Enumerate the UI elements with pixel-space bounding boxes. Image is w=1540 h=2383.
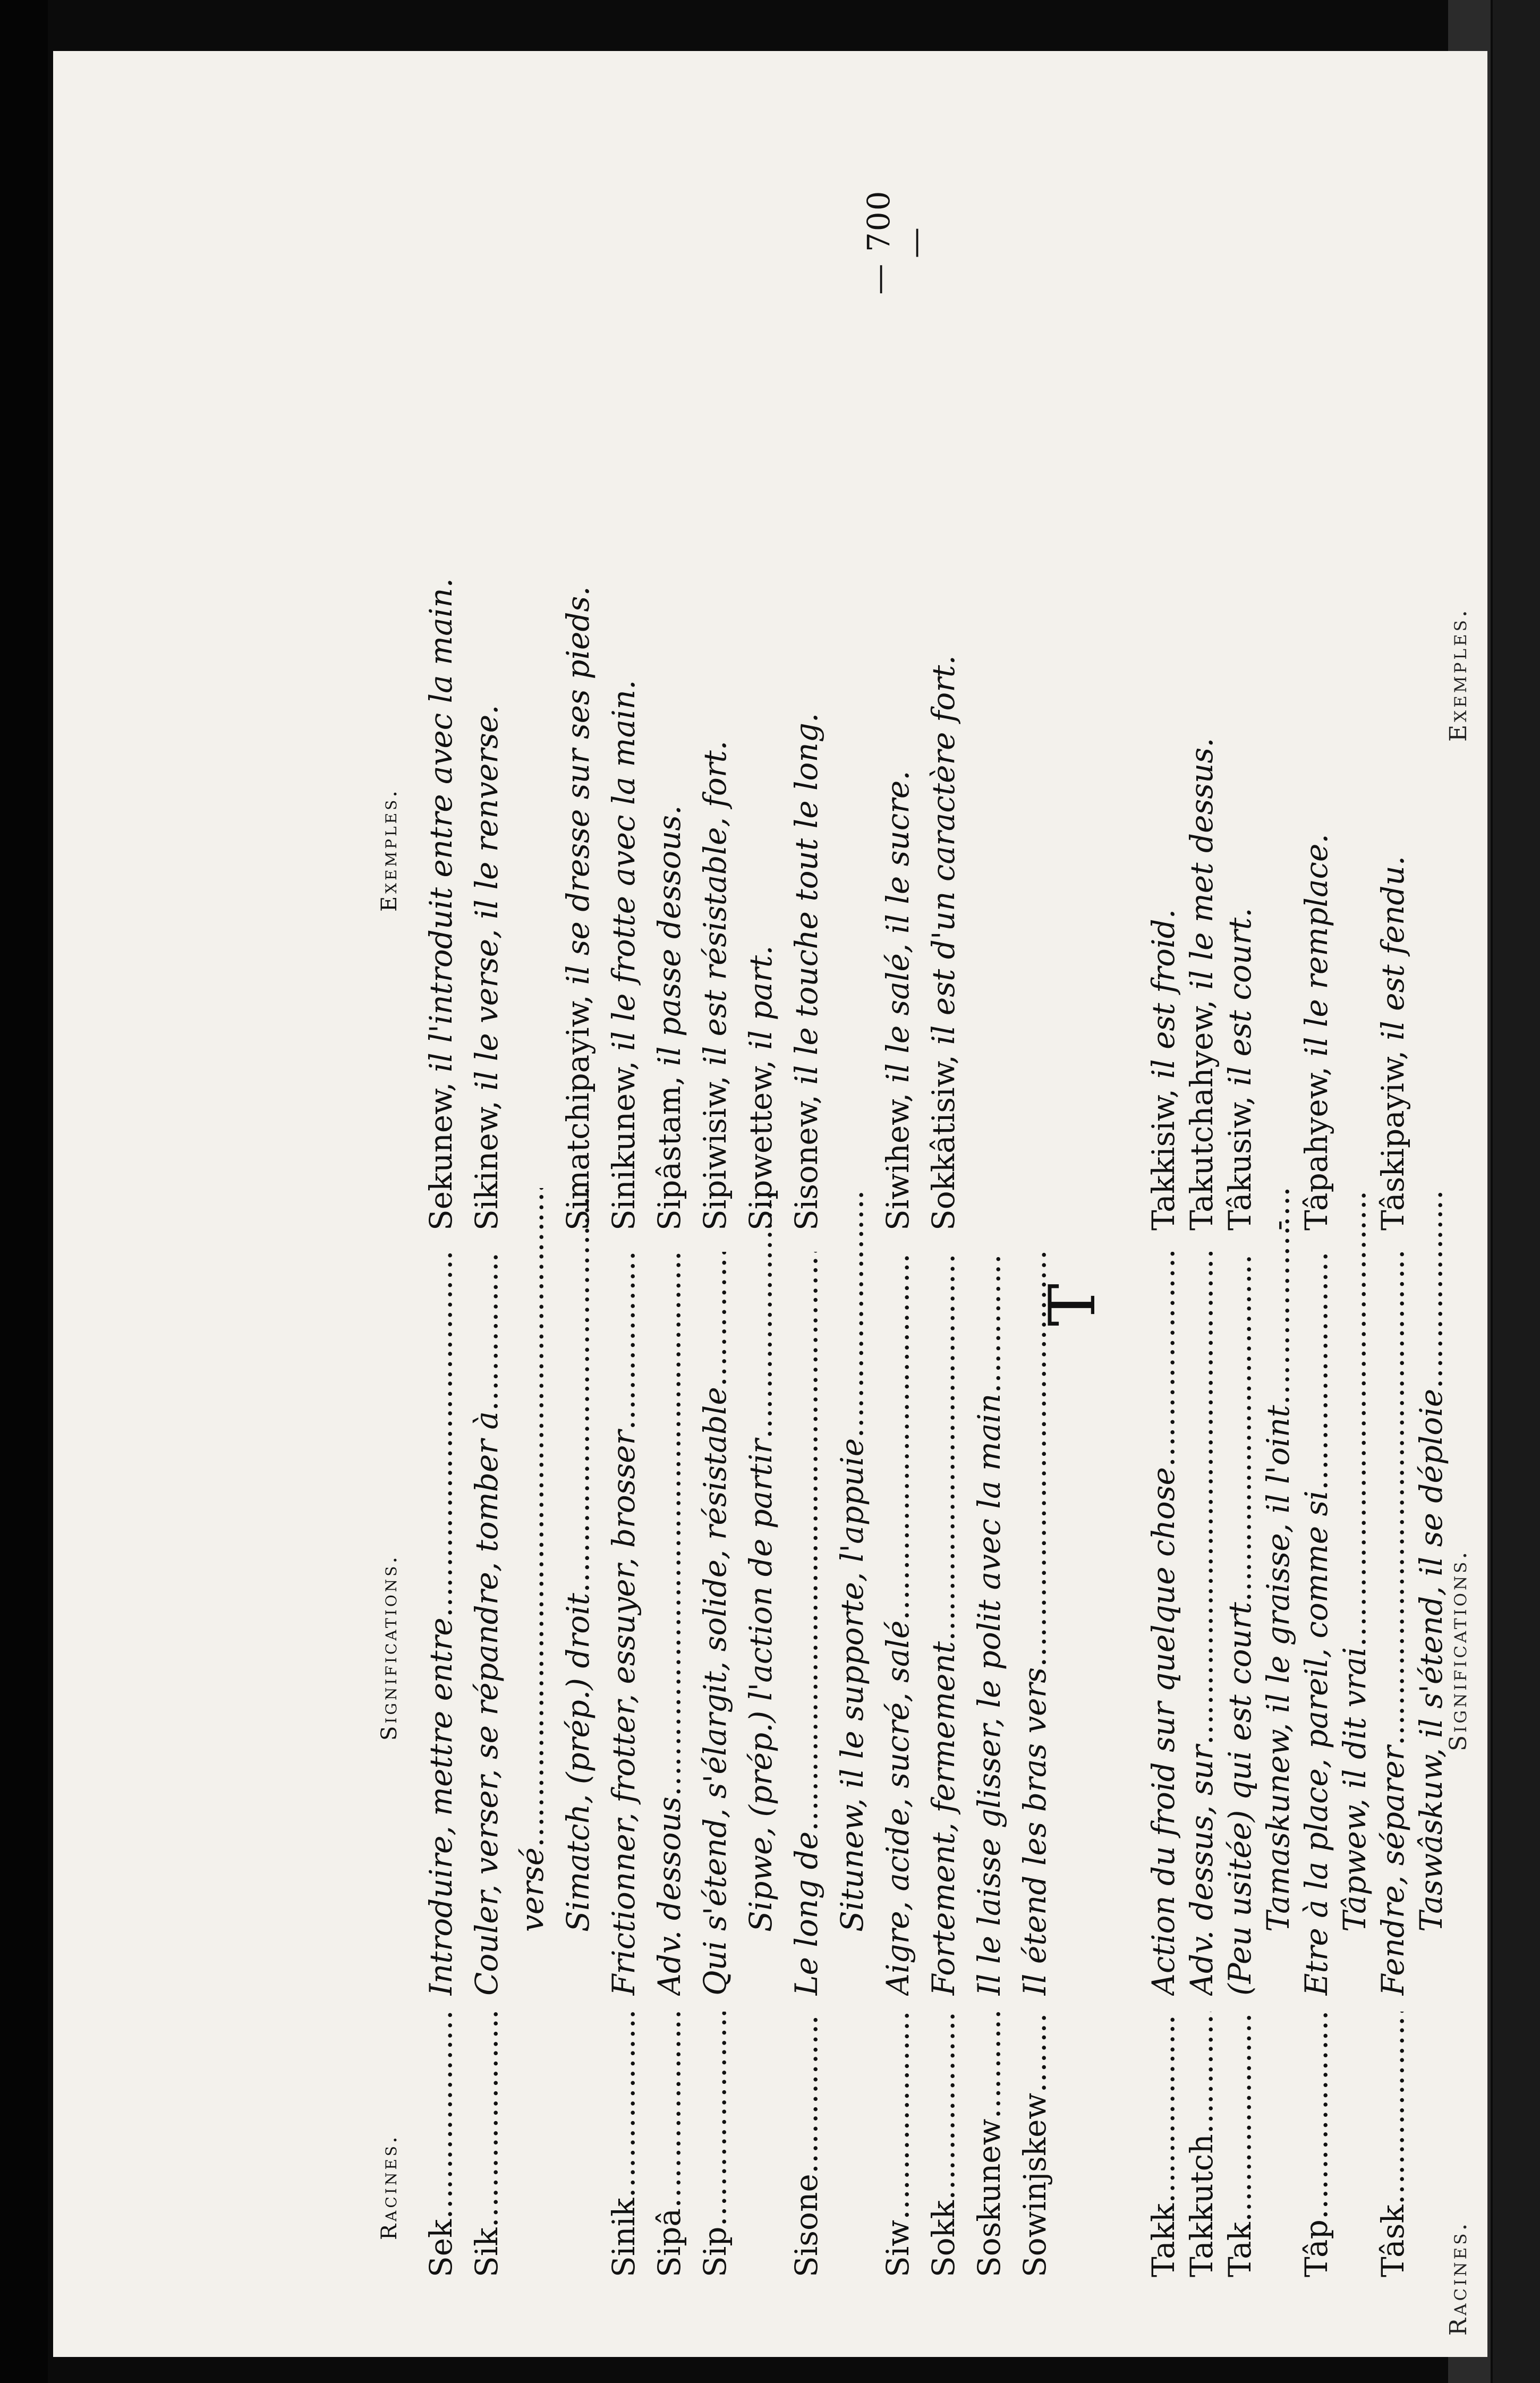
exemple-cell <box>922 62 965 1231</box>
signification-cell: Aigre, acide, sucré, salé ………………………………………………………………………………… <box>877 1252 919 1996</box>
signification-cell: Tamaskunew, il le graisse, il l'oint ………………………………………………………………………………… <box>1257 1188 1299 1932</box>
exemple-word: Sisonew, <box>788 1095 824 1231</box>
signification-cell: (Peu usitée) qui est court ………………………………………………………………………………… <box>1219 1252 1261 1996</box>
exemple-word: Tâpahyew, <box>1298 1066 1334 1231</box>
signification-cell: Il étend les bras vers ………………………………………………………………………………… <box>1014 1252 1056 1996</box>
rotated-dictionary-table <box>53 51 1487 2336</box>
racine-cell: Tak ………………………………………………… <box>1219 2012 1261 2277</box>
exemple-gloss: il se dresse sur ses pieds. <box>560 586 596 985</box>
racine-cell: Sik ………………………………………………… <box>465 2012 508 2277</box>
exemple-word: Siwihew, <box>880 1092 916 1231</box>
exemple-cell <box>1180 62 1223 1231</box>
exemple-cell <box>1257 62 1299 1231</box>
signification-cell: Couler, verser, se répandre, tomber à ………………………………………………………………………………… <box>465 1252 508 1996</box>
exemple-gloss: il passe dessous. <box>651 805 687 1066</box>
exemple-gloss: il l'introduit entre avec la main. <box>423 578 459 1073</box>
exemple-word: Takkisiw, <box>1145 1088 1181 1231</box>
exemple-word: Sinikunew, <box>606 1061 642 1231</box>
header-racines: Racines. <box>377 2134 402 2240</box>
signification-cell: Sipwe, (prép.) l'action de partir ………………………………………………………………………………… <box>739 1188 782 1932</box>
exemple-word: Tâskipayiw, <box>1375 1050 1411 1231</box>
racine-cell: Tâp ………………………………………………… <box>1295 2012 1338 2277</box>
section-letter: T <box>1036 1283 1110 1326</box>
exemple-cell <box>785 62 828 1231</box>
exemple-gloss: il le verse, il le renverse. <box>469 705 505 1091</box>
scan-border-left <box>0 0 48 2383</box>
exemple-word: Tâkusiw, <box>1222 1096 1258 1231</box>
exemple-cell <box>1372 62 1414 1231</box>
signification-cell: Situnew, il le supporte, l'appuie ………………………………………………………………………………… <box>831 1188 873 1932</box>
exemple-word: Simatchipayiw, <box>560 995 596 1231</box>
racine-cell: Sokk ………………………………………………… <box>922 2012 965 2277</box>
signification-cell: Fendre, séparer ………………………………………………………………………………… <box>1372 1252 1414 1996</box>
exemple-word: Sokkâtisiw, <box>925 1055 962 1231</box>
signification-cell: Adv. dessus, sur ………………………………………………………………………………… <box>1180 1252 1223 1996</box>
exemple-cell <box>420 62 462 1231</box>
exemple-word: Sipâstam, <box>651 1075 687 1231</box>
signification-cell: versé ………………………………………………………………………………… <box>511 1188 554 1932</box>
exemple-cell <box>739 62 782 1231</box>
header-exemples: Exemples. <box>377 787 402 912</box>
racine-cell: Sipâ ………………………………………………… <box>648 2012 691 2277</box>
exemple-cell <box>877 62 919 1231</box>
next-header-significations: Significations. <box>1445 1549 1472 1751</box>
book-page <box>53 51 1487 2357</box>
exemple-gloss: il le met dessus. <box>1184 737 1220 990</box>
exemple-word: Sekunew, <box>423 1082 459 1231</box>
exemple-gloss: il le salé, il le sucre. <box>880 770 916 1083</box>
signification-cell: Frictionner, frotter, essuyer, brosser ………………………………………………………………………………… <box>602 1252 645 1996</box>
signification-cell: Taswâskuw, il s'étend, il se déploie ………………………………………………………………………………… <box>1410 1188 1452 1932</box>
exemple-cell <box>1219 62 1261 1231</box>
exemple-gloss: il est fendu. <box>1375 855 1411 1041</box>
exemple-gloss: il part. <box>743 945 779 1050</box>
next-header-exemples: Exemples. <box>1445 607 1472 742</box>
exemple-cell <box>1142 62 1185 1231</box>
racine-cell: Sinik ………………………………………………… <box>602 2012 645 2277</box>
signification-cell: Introduire, mettre entre ………………………………………………………………………………… <box>420 1252 462 1996</box>
next-header-racines: Racines. <box>1445 2220 1472 2336</box>
exemple-gloss: il le touche tout le long. <box>788 713 824 1085</box>
exemple-gloss: il est résistable, fort. <box>697 740 733 1066</box>
signification-cell: Il le laisse glisser, le polit avec la main ………………………………………………………………………………… <box>968 1252 1010 1996</box>
racine-cell: Sek ………………………………………………… <box>420 2012 462 2277</box>
scan-border-right <box>1493 0 1540 2383</box>
signification-cell: Etre à la place, pareil, comme si ………………………………………………………………………………… <box>1295 1252 1338 1996</box>
signification-cell: Action du froid sur quelque chose ………………………………………………………………………………… <box>1142 1252 1185 1996</box>
signification-cell: Adv. dessous ………………………………………………………………………………… <box>648 1252 691 1996</box>
racine-cell: Sowinjskew ………………………………………………… <box>1014 2012 1056 2277</box>
header-significations: Significations. <box>377 1554 402 1741</box>
exemple-cell <box>1295 62 1338 1231</box>
exemple-cell <box>602 62 645 1231</box>
signification-cell: Tâpwew, il dit vrai ………………………………………………………………………………… <box>1333 1188 1376 1932</box>
signification-cell: Le long de ………………………………………………………………………………… <box>785 1252 828 1996</box>
exemple-word: Sikinew, <box>469 1100 505 1231</box>
racine-cell: Soskunew ………………………………………………… <box>968 2012 1010 2277</box>
exemple-gloss: il le frotte avec la main. <box>606 680 642 1051</box>
exemple-gloss: il est d'un caractère fort. <box>925 655 962 1045</box>
signification-cell: Qui s'étend, s'élargit, solide, résistable ………………………………………………………………………………… <box>694 1252 736 1996</box>
racine-cell: Sisone ………………………………………………… <box>785 2012 828 2277</box>
racine-cell: Takkutch ………………………………………………… <box>1180 2012 1223 2277</box>
exemple-word: Sipwettew, <box>743 1059 779 1231</box>
exemple-cell <box>557 62 599 1231</box>
exemple-cell <box>465 62 508 1231</box>
racine-cell: Tâsk ………………………………………………… <box>1372 2012 1414 2277</box>
exemple-gloss: il est court. <box>1222 908 1258 1086</box>
racine-cell: Takk ………………………………………………… <box>1142 2012 1185 2277</box>
exemple-gloss: il est froid. <box>1145 909 1181 1079</box>
page-number: — 700 — <box>861 190 933 295</box>
exemple-word: Sipiwisiw, <box>697 1075 733 1231</box>
exemple-cell <box>694 62 736 1231</box>
exemple-word: Takutchahyew, <box>1184 999 1220 1231</box>
racine-cell: Siw ………………………………………………… <box>877 2012 919 2277</box>
racine-cell: Sip ………………………………………………… <box>694 2012 736 2277</box>
signification-cell: Simatch, (prép.) droit ………………………………………………………………………………… <box>557 1188 599 1932</box>
exemple-cell <box>648 62 691 1231</box>
signification-cell: Fortement, fermement ………………………………………………………………………………… <box>922 1252 965 1996</box>
exemple-gloss: il le remplace. <box>1298 834 1334 1057</box>
exemple-word: - <box>1260 1220 1296 1231</box>
